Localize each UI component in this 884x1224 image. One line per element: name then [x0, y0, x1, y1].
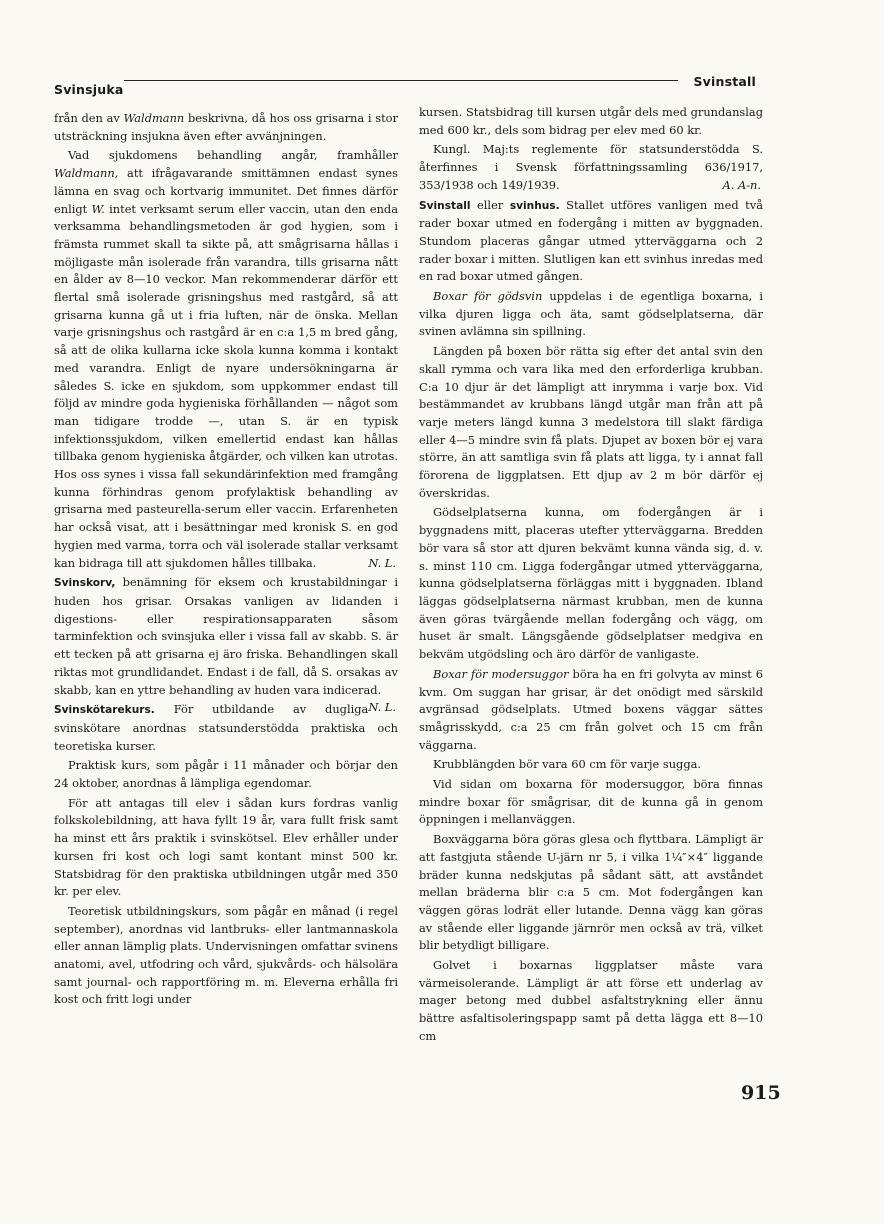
header-rule	[124, 80, 678, 81]
paragraph: Vid sidan om boxarna för modersuggor, böra finnas mindre boxar för smågrisar, dit de kunna gå in genom öppningen i mellanväggen.	[419, 777, 763, 827]
running-head-left: Svinsjuka	[54, 82, 124, 97]
paragraph: Längden på boxen bör rätta sig efter det antal svin den skall rymma och vara lika med den erforderliga krubban. C:a 10 djur är det lämpligt att inrymma i varje box. Vid bestämmandet av krubbans längd utgår man från att på varje meters längd kunna 3 medelstora till slakt färdiga eller 4—5 mindre svin få plats. Djupet av boxen bör ej vara större, än att samtliga svin få plats att ligga, ty i annat fall förorena de liggplatsen. Ett djup av 2 m bör därför ej överskridas.	[419, 344, 763, 500]
paragraph: För att antagas till elev i sådan kurs fordras vanlig folkskolebildning, att hava fyllt 19 år, vara fullt frisk samt ha minst ett års praktik i svinskötsel. Elev erhåller under kursen fri kost och logi samt kontant minst 500 kr. Statsbidrag för den praktiska utbildningen utgår med 350 kr. per elev.	[54, 795, 398, 899]
running-head-right: Svinstall	[693, 74, 756, 89]
paragraph: Gödselplatserna kunna, om fodergången är i byggnadens mitt, placeras utefter ytterväggarna. Bredden bör vara så stor att djuren bekvämt kunna vända sig, d. v. s. minst 110 cm. Ligga fodergångar utmed ytterväggarna, kunna gödselplatserna förläggas mitt i byggnaden. Ibland läggas gödselplatserna närmast krubban, men de kunna även göras tvärgående mellan fodergång och vägg, om huset är smalt. Längsgående gödselplatser medgiva en bekväm utgödsling och äro därför de vanligaste.	[419, 505, 763, 662]
paragraph: Boxar för gödsvin uppdelas i de egentliga boxarna, i vilka djuren ligga och äta, samt gödselplatserna, där svinen avlämna sin spillning.	[419, 289, 763, 339]
paragraph: Krubblängden bör vara 60 cm för varje sugga.	[433, 757, 702, 772]
paragraph: från den av Waldmann beskrivna, då hos oss grisarna i stor utsträckning insjukna även efter avvänjningen.	[54, 111, 398, 143]
entry-svinskotarekurs: Svinskötarekurs. För utbildande av dugliga svinskötare anordnas statsunderstödda praktiska och teoretiska kurser.	[54, 702, 398, 753]
paragraph: Golvet i boxarnas liggplatser måste vara värmeisolerande. Lämpligt är att förse ett underlag av mager betong med dubbel asfaltstrykning eller ännu bättre asfaltisoleringspapp samt på detta lägga ett 8—10 cm	[419, 958, 763, 1043]
headword: svinhus.	[509, 199, 560, 212]
right-column	[419, 104, 763, 1048]
headword: Svinskötarekurs.	[54, 704, 155, 717]
entry-svinstall: Svinstall eller svinhus. Stallet utföres vanligen med två rader boxar utmed en fodergång i mitten av byggnaden. Stundom placeras gångar utmed ytterväggarna och 2 rader boxar i mitten. Slutligen kan ett svinhus inredas med en rad boxar utmed gången.	[419, 197, 763, 284]
left-column	[54, 110, 398, 1011]
entry-svinskorv: Svinskorv, benämning för eksem och krustabildningar i huden hos grisar. Orsakas vanligen av lidanden i digestions- eller respirationsapparaten såsom tarminfektion och svinsjuka eller i vissa fall av skabb. S. är ett tecken på att grisarna ej äro friska. Behandlingen skall riktas mot grundlidandet. Endast i de fall, då S. orsakas av skabb, kan en yttre behandling av huden vara indicerad. N. L.	[54, 574, 398, 699]
paragraph: Kungl. Maj:ts reglemente för statsunderstödda S. återfinnes i Svensk författningssamling 636/1917, 353/1938 och 149/1939. A. A-n.	[419, 141, 763, 194]
author-signature: A. A-n.	[722, 177, 761, 192]
author-signature: N. L.	[368, 555, 396, 570]
page-number: 915	[741, 1082, 781, 1104]
paragraph: Praktisk kurs, som pågår i 11 månader och börjar den 24 oktober, anordnas å lämpliga egendomar.	[54, 758, 398, 791]
paragraph: kursen. Statsbidrag till kursen utgår dels med grundanslag med 600 kr., dels som bidrag per elev med 60 kr.	[419, 105, 763, 137]
paragraph: Boxväggarna böra göras glesa och flyttbara. Lämpligt är att fastgjuta stående U-järn nr 5, i vilka 1¼″×4″ liggande bräder kunna nedskjutas på sådant sätt, att avståndet mellan bräderna blir c:a 5 cm. Mot fodergången kan väggen göras lodrät eller lutande. Denna vägg kan göras av stående eller liggande järnrör men också av trä, vilket blir betydligt billigare.	[419, 832, 763, 953]
paragraph: Boxar för modersuggor böra ha en fri golvyta av minst 6 kvm. Om suggan har grisar, är det onödigt med särskild avgränsad gödselplats. Utmed boxens väggar sättes smågrisskydd, c:a 25 cm från golvet och 15 cm från väggarna.	[419, 666, 763, 752]
headword: Svinstall	[419, 199, 471, 212]
paragraph: Vad sjukdomens behandling angår, framhåller Waldmann, att ifrågavarande smittämnen endast synes lämna en svag och kortvarig immunitet. Det finnes därför enligt W. intet verksamt serum eller vaccin, utan den enda verksamma behandlingsmetoden är god hygien, som i främsta rummet skall ta sikte på, att smågrisarna hållas i möjligaste mån isolerade från varandra, tills grisarna nått en ålder av 8—10 veckor. Man rekommenderar därför ett flertal små isolerade grisningshus med rastgård, så att grisarna kunna gå ut i fria luften, när de önska. Mellan varje grisningshus och rastgård är en c:a 1,5 m bred gång, så att de olika kullarna icke skola kunna komma i kontakt med varandra. Enligt de nyare undersökningarna är således S. icke en sjukdom, som uppkommer endast till följd av mindre goda hygieniska förhållanden — något som man tidigare trodde —, utan S. är en typisk infektionssjukdom, vilken emellertid endast kan hållas tillbaka genom hygieniska åtgärder, och vilken kan utrotas. Hos oss synes i vissa fall sekundärinfektion med framgång kunna förhindras genom profylaktisk behandling av grisarna med pasteurella-serum eller vaccin. Erfarenheten har också visat, att i besättningar med kronisk S. en god hygien med varma, torra och väl isolerade stallar verksamt kan bidraga till att sjukdomen hålles tillbaka. N. L.	[54, 147, 398, 572]
headword: Svinskorv,	[54, 577, 116, 590]
paragraph: Teoretisk utbildningskurs, som pågår en månad (i regel september), anordnas vid lantbruks- eller lantmannaskola eller annan lämplig plats. Undervisningen omfattar svinens anatomi, avel, utfodring och vård, sjukvårds- och hälsolära samt journal- och rapportföring m. m. Eleverna erhålla fri kost och fritt logi under	[54, 903, 398, 1007]
author-signature: N. L.	[368, 700, 396, 715]
